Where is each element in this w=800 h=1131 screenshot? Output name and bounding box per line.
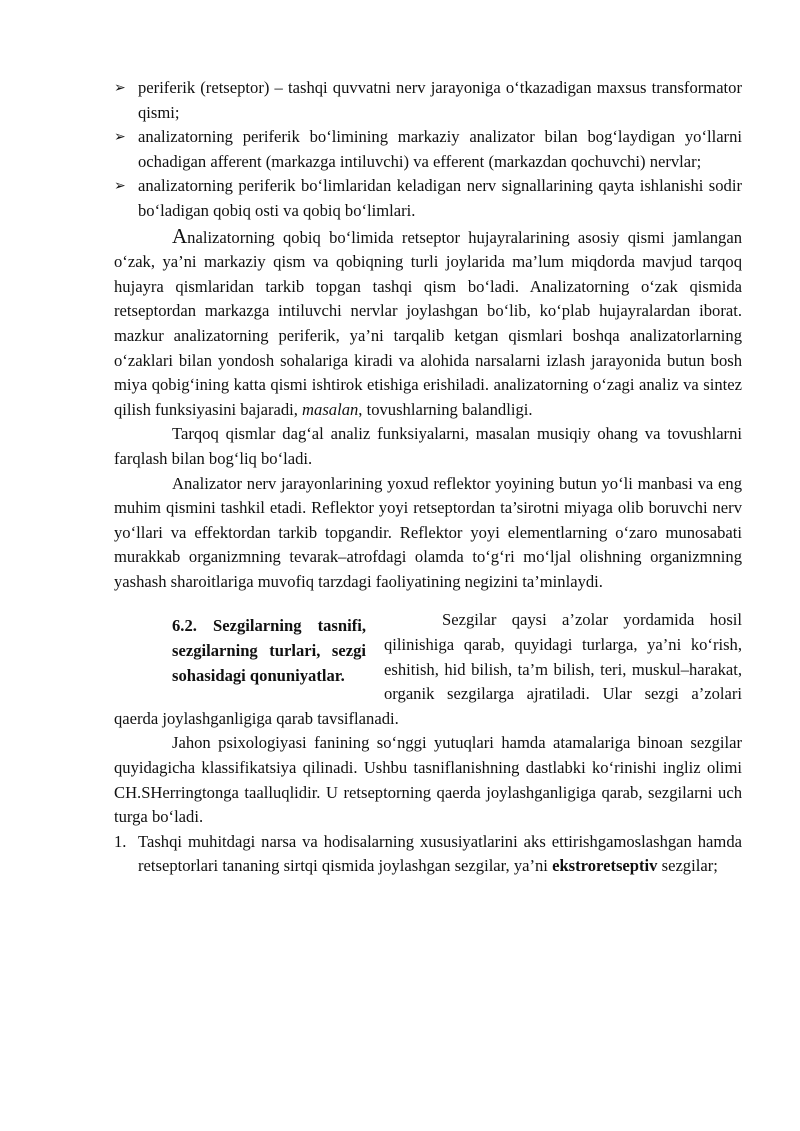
list-number: 1. xyxy=(114,831,127,851)
paragraph-scattered-parts: Tarqoq qismlar dag‘al analiz funksiyalarni, masalan musiqiy ohang va tovushlarni farqlash bilan bog‘liq bo‘ladi. xyxy=(114,424,742,468)
numbered-list-item xyxy=(114,830,742,879)
bullet-text: analizatorning periferik bo‘limining markaziy analizator bilan bog‘laydigan yo‘llarni ochadigan afferent (markazga intiluvchi) va efferent (markazdan qochuvchi) nervlar; xyxy=(138,127,742,171)
section-block xyxy=(114,608,742,731)
bullet-item xyxy=(114,76,742,125)
paragraph-text: , tovushlarning balandligi. xyxy=(358,399,533,419)
list-text: Tashqi muhitdagi narsa va hodisalarning xususiyatlarini aks ettirishgamoslashgan hamda retseptorlari tananing sirtqi qismida joylashgan sezgilar, ya’ni xyxy=(138,831,742,876)
arrow-bullet-icon: ➢ xyxy=(114,80,126,96)
paragraph-analyzer-cortex xyxy=(114,224,742,423)
document-page xyxy=(114,76,742,879)
arrow-bullet-icon: ➢ xyxy=(114,129,126,146)
bullet-text: periferik (retseptor) – tashqi quvvatni nerv jarayoniga o‘tkazadigan maxsus transformator qismi; xyxy=(138,78,742,122)
drop-letter: A xyxy=(172,223,188,248)
arrow-bullet-icon: ➢ xyxy=(114,178,126,195)
bullet-item xyxy=(114,174,742,223)
bullet-item xyxy=(114,125,742,174)
section-intro-text: Sezgilar qaysi a’zolar yordamida hosil qilinishiga qarab, quyidagi turlarga, ya’ni ko‘rish, eshitish, hid bilish, ta’m bilish, teri, muskul–harakat, organik sezgilarga ajratiladi. Ular sezgi a’zolari qaerda joylashganligiga qarab tavsiflanadi. xyxy=(114,610,742,728)
bold-term: ekstroretseptiv xyxy=(552,856,658,876)
section-heading: 6.2. Sezgilarning tasnifi, sezgilarning turlari, sezgi sohasidagi qonuniyatlar. xyxy=(172,616,366,685)
bullet-text: analizatorning periferik bo‘limlaridan keladigan nerv signallarining qayta ishlanishi sodir bo‘ladigan qobiq osti va qobiq bo‘limlari. xyxy=(138,176,742,220)
paragraph-text: nalizatorning qobiq bo‘limida retseptor hujayralarining asosiy qismi jamlangan o‘zak, ya’ni markaziy qism va qobiqning turli joylarida ma’lum miqdorda mavjud tarqoq hujayra qismlaridan tarkib topgan tashqi qism bo‘ladi. Analizatorning o‘zak qismida retseptordan markazga intiluvchi nervlar joylashgan bo‘lib, ko‘plab hujayralardan iborat. mazkur analizatorning periferik, ya’ni tarqalib ketgan qismlari boshqa analizatorlarning o‘zaklari bilan yondosh sohalariga kiradi va alohida narsalarni izlash jarayonida butun bosh miya qobig‘ining katta qismi ishtirok etishiga erishiladi. analizatorning o‘zagi analiz va sintez qilish funksiyasini bajaradi, xyxy=(114,227,742,419)
paragraph-classification: Jahon psixologiyasi fanining so‘nggi yutuqlari hamda atamalariga binoan sezgilar quyidagicha klassifikatsiya qilinadi. Ushbu tasniflanishning dastlabki ko‘rinishi ingliz olimi CH.SHerringtonga taalluqlidir. U retseptorning qaerda joylashganligiga qarab, sezgilarni uch turga bo‘ladi. xyxy=(114,733,742,827)
list-text: sezgilar; xyxy=(657,856,718,876)
paragraph-reflex-arc: Analizator nerv jarayonlarining yoxud reflektor yoyining butun yo‘li manbasi va eng muhim qismini tashkil etadi. Reflektor yoyi retseptordan ta’sirotni miyaga olib boruvchi nerv yo‘llari va effektordan tarkib topgandir. Reflektor yoyi elementlarning o‘zaro munosabati murakkab organizmning tevarak–atrofdagi olamda to‘g‘ri mo‘ljal olishning organizmning yashash sharoitlariga muvofiq tarzdagi faoliyatining negizini ta’minlaydi. xyxy=(114,473,742,591)
italic-word: masalan xyxy=(302,399,359,419)
